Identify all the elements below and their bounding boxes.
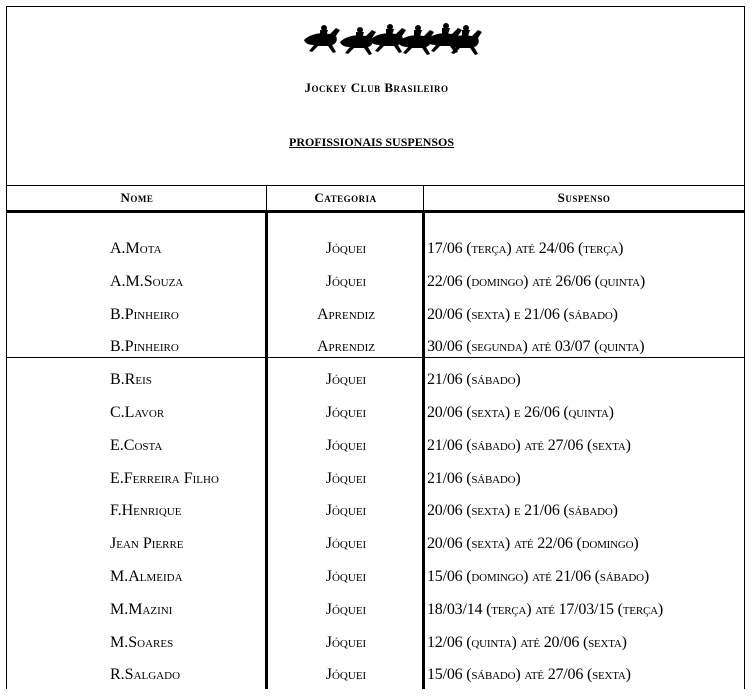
table-row bbox=[0, 273, 753, 303]
row-suspended: 20/06 (sexta) e 21/06 (sábado) bbox=[427, 305, 618, 323]
column-divider-header-1 bbox=[266, 186, 267, 212]
row-name: M.Mazini bbox=[110, 600, 173, 618]
row-suspended: 21/06 (sábado) bbox=[427, 371, 521, 389]
header-top-border bbox=[6, 185, 745, 186]
row-name: E.Ferreira Filho bbox=[110, 469, 219, 487]
row-suspended: 21/06 (sábado) até 27/06 (sexta) bbox=[427, 436, 631, 454]
row-category: Jóquei bbox=[325, 666, 367, 684]
row-suspended: 15/06 (domingo) até 21/06 (sábado) bbox=[427, 568, 649, 585]
row-suspended: 20/06 (sexta) e 26/06 (quinta) bbox=[427, 404, 614, 421]
row-suspended: 17/06 (terça) até 24/06 (terça) bbox=[427, 240, 624, 257]
row-name: M.Soares bbox=[110, 633, 174, 651]
row-suspended: 20/06 (sexta) até 22/06 (domingo) bbox=[427, 535, 639, 553]
row-name: Jean Pierre bbox=[110, 535, 184, 553]
table-row bbox=[0, 666, 753, 696]
row-suspended: 30/06 (segunda) até 03/07 (quinta) bbox=[427, 338, 645, 356]
row-category: Jóquei bbox=[325, 404, 367, 421]
table-row bbox=[0, 634, 753, 664]
row-suspended: 22/06 (domingo) até 26/06 (quinta) bbox=[427, 272, 646, 290]
row-category: Jóquei bbox=[325, 272, 367, 290]
table-row bbox=[0, 535, 753, 565]
row-category: Jóquei bbox=[325, 600, 367, 618]
column-divider-header-2 bbox=[423, 186, 424, 212]
club-name: Jockey Club Brasileiro bbox=[304, 80, 449, 95]
row-category: Jóquei bbox=[325, 502, 367, 520]
row-category: Jóquei bbox=[325, 371, 367, 389]
table-row bbox=[0, 404, 753, 434]
table-row bbox=[0, 306, 753, 336]
table-row bbox=[0, 240, 753, 270]
row-name: R.Salgado bbox=[110, 666, 181, 684]
table-row bbox=[0, 371, 753, 401]
racing-horses-icon bbox=[300, 18, 484, 56]
column-header-name: Nome bbox=[120, 190, 154, 205]
row-category: Aprendiz bbox=[317, 305, 375, 323]
row-name: B.Pinheiro bbox=[110, 338, 179, 356]
table-row bbox=[0, 470, 753, 500]
row-category: Jóquei bbox=[325, 240, 367, 257]
table-row bbox=[0, 502, 753, 532]
table-row bbox=[0, 568, 753, 598]
row-name: A.M.Souza bbox=[110, 272, 184, 290]
column-header-category: Categoria bbox=[314, 190, 377, 205]
row-name: B.Reis bbox=[110, 371, 152, 389]
row-suspended: 15/06 (sábado) até 27/06 (sexta) bbox=[427, 666, 631, 684]
table-row bbox=[0, 437, 753, 467]
row-name: F.Henrique bbox=[110, 502, 182, 520]
table-row bbox=[0, 601, 753, 631]
header-bottom-border bbox=[6, 210, 745, 213]
row-name: E.Costa bbox=[110, 436, 163, 454]
row-category: Jóquei bbox=[325, 436, 367, 454]
row-suspended: 21/06 (sábado) bbox=[427, 469, 521, 487]
column-header-suspended: Suspenso bbox=[557, 190, 611, 205]
row-category: Jóquei bbox=[325, 633, 367, 651]
row-name: M.Almeida bbox=[110, 568, 183, 585]
row-suspended: 18/03/14 (terça) até 17/03/15 (terça) bbox=[427, 600, 663, 618]
row-category: Jóquei bbox=[325, 535, 367, 553]
row-name: B.Pinheiro bbox=[110, 305, 179, 323]
row-category: Jóquei bbox=[325, 568, 367, 585]
row-category: Jóquei bbox=[325, 469, 367, 487]
row-name: A.Mota bbox=[110, 240, 162, 257]
page-subtitle: PROFISSIONAIS SUSPENSOS bbox=[289, 135, 455, 149]
row-category: Aprendiz bbox=[317, 338, 375, 356]
row-suspended: 20/06 (sexta) e 21/06 (sábado) bbox=[427, 502, 618, 520]
table-row bbox=[0, 338, 753, 368]
row-name: C.Lavor bbox=[110, 404, 165, 421]
row-suspended: 12/06 (quinta) até 20/06 (sexta) bbox=[427, 633, 627, 651]
